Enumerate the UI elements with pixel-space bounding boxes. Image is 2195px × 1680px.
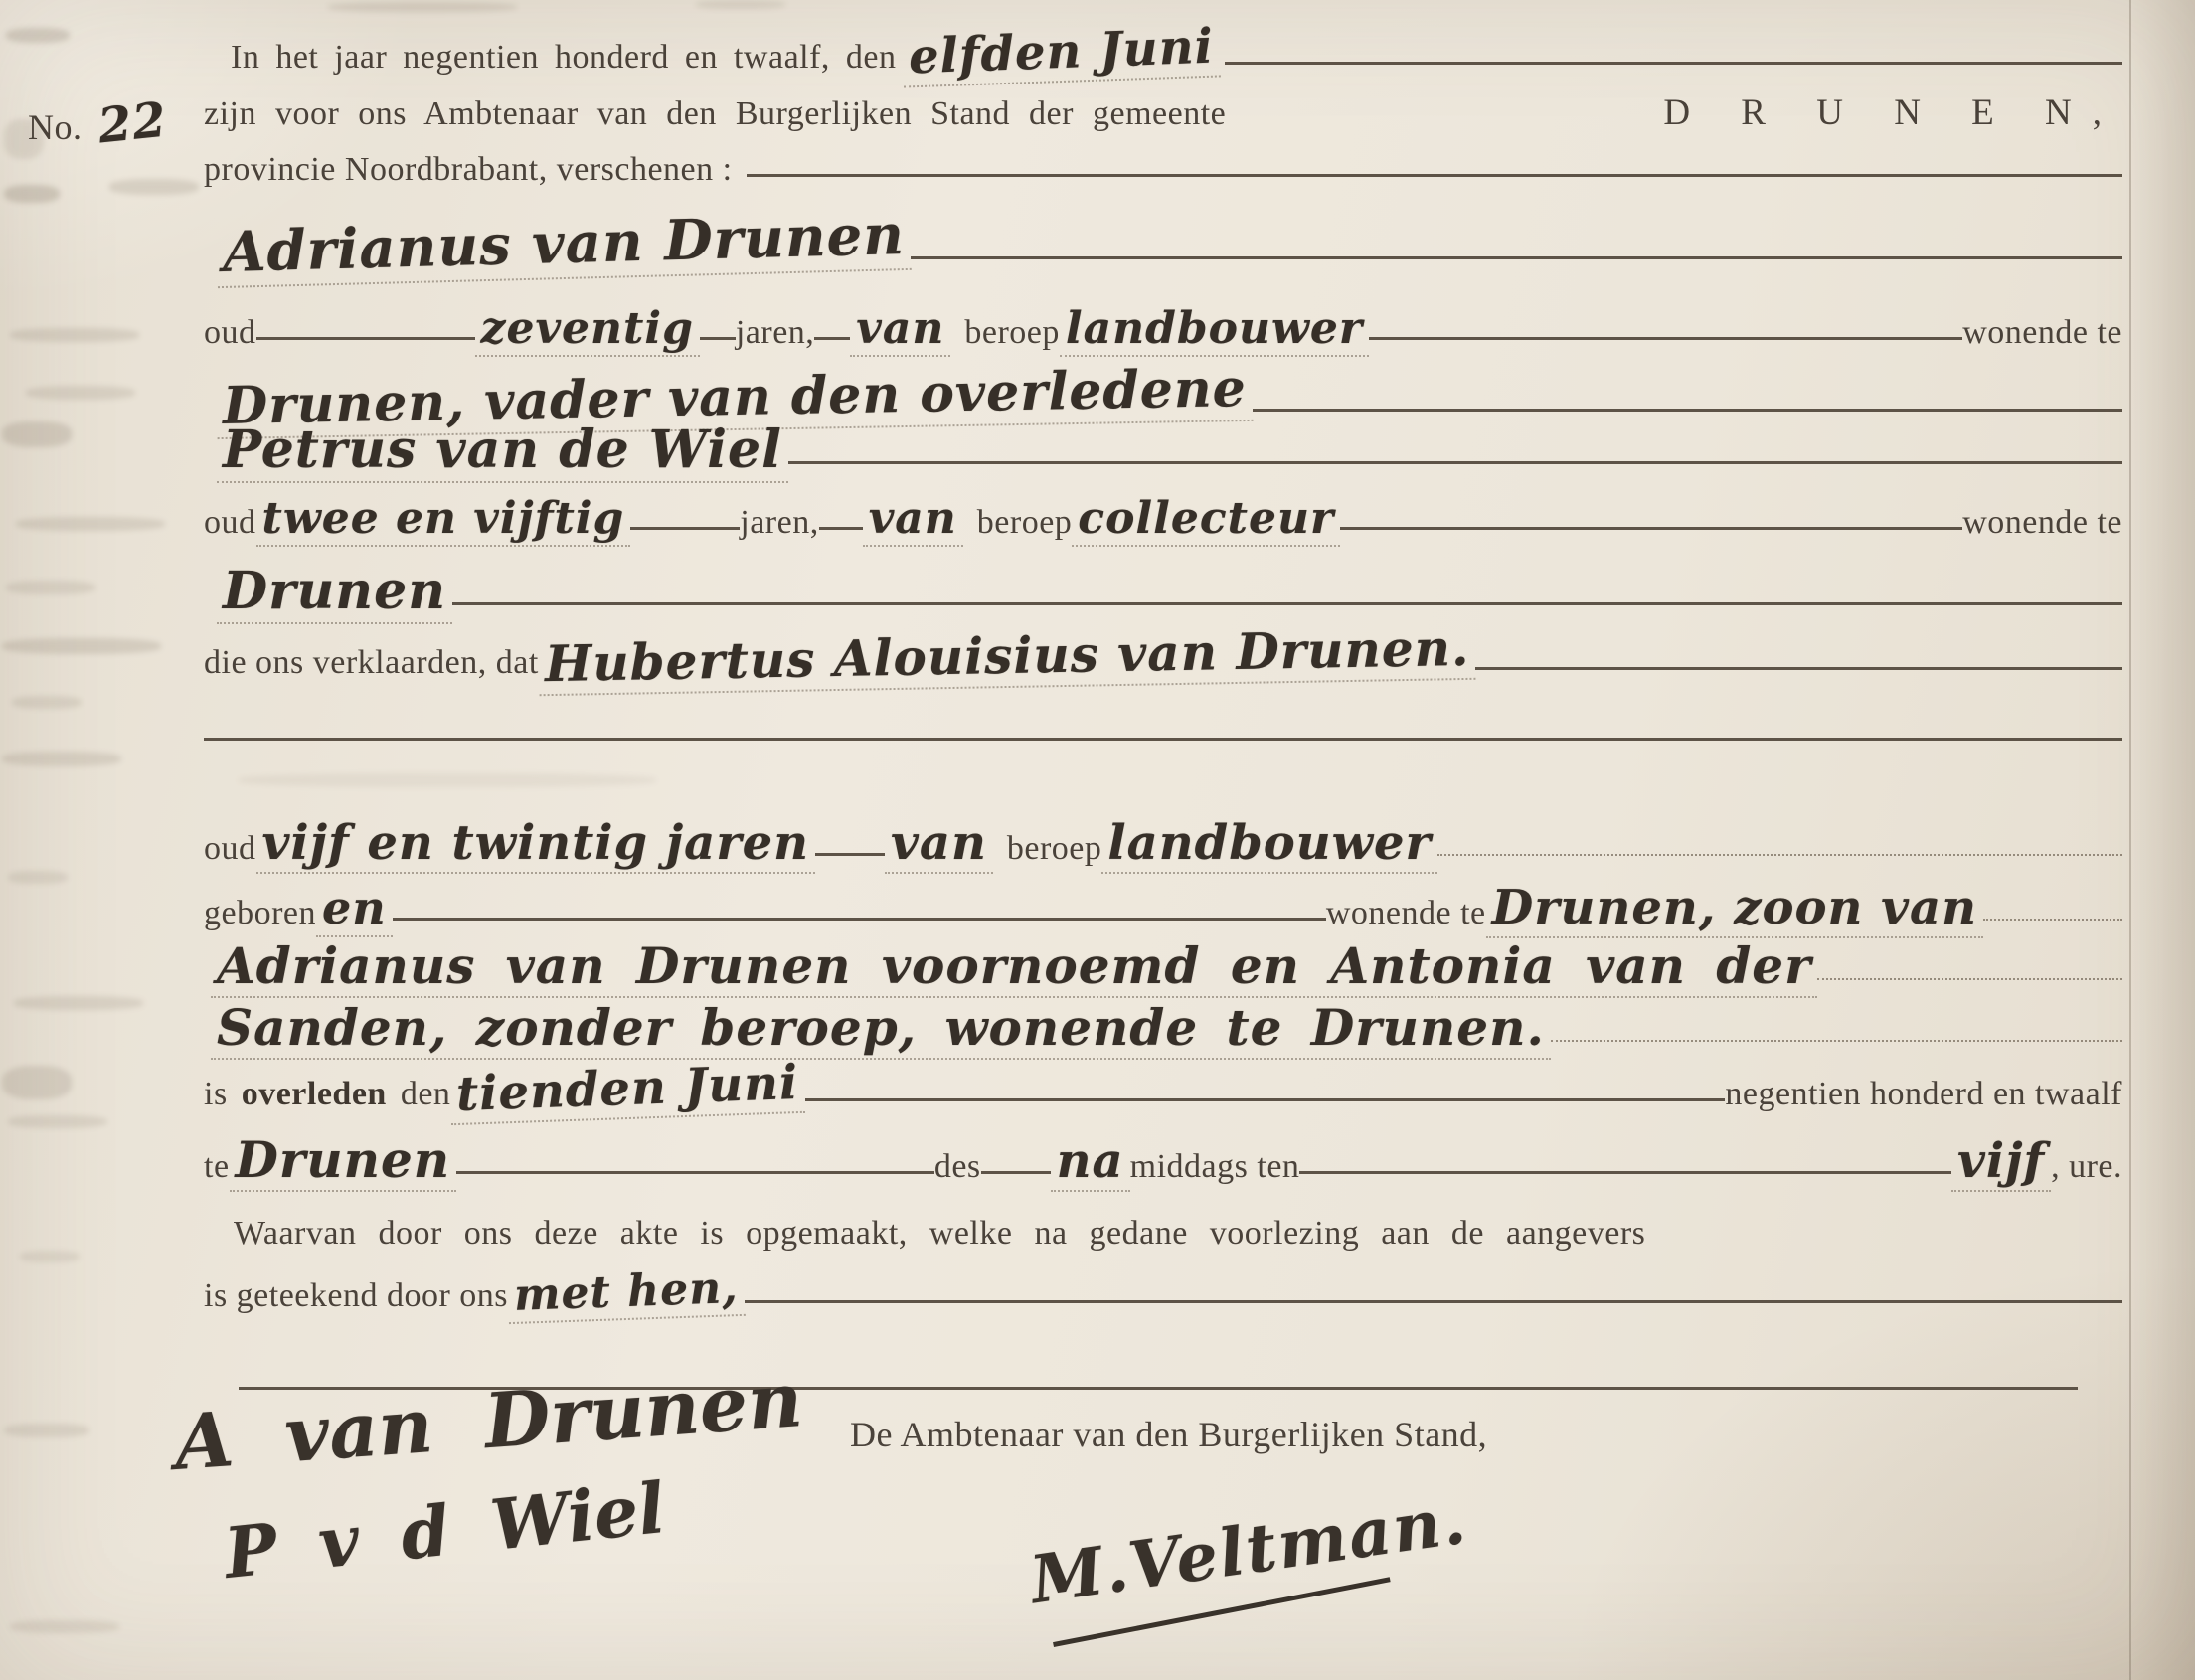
- bleed-through-mark: [4, 1424, 89, 1437]
- written-met-hen: met hen,: [507, 1262, 745, 1324]
- official-title: [850, 1414, 1487, 1455]
- dotted-guide: [1983, 919, 2122, 921]
- bleed-through-mark: [4, 185, 60, 203]
- bleed-through-mark: [10, 1620, 119, 1633]
- bleed-through-mark: [6, 581, 95, 594]
- written-van: van: [863, 493, 963, 547]
- printed-text: beroep: [976, 504, 1073, 541]
- bleed-through-mark: [109, 179, 199, 195]
- bleed-through-mark: [20, 1251, 80, 1262]
- blank-rule: [1369, 337, 1962, 340]
- printed-text: wonende te: [1962, 314, 2122, 351]
- form-line-declarant1-details: [204, 303, 2122, 357]
- printed-text: oud: [204, 504, 256, 541]
- form-line-closing-1: [234, 1215, 2122, 1253]
- written-declarant2-name: Petrus van de Wiel: [217, 420, 788, 483]
- blank-rule: [819, 527, 863, 530]
- written-residence: Drunen: [217, 561, 452, 624]
- signature-declarant2: P v d Wiel: [220, 1465, 669, 1596]
- form-line-declarant1-name: [217, 202, 2122, 285]
- printed-overleden: overleden: [241, 1076, 387, 1112]
- bleed-through-mark: [239, 773, 656, 787]
- printed-text: jaren,: [740, 504, 819, 541]
- bleed-through-mark: [16, 517, 165, 531]
- bleed-through-mark: [8, 871, 68, 884]
- written-date: elfden Juni: [902, 18, 1221, 87]
- form-line-date: [231, 18, 2122, 85]
- blank-rule: [456, 1171, 934, 1174]
- printed-text: zijn voor ons Ambtenaar van den Burgerlijken Stand der gemeente: [204, 95, 1227, 132]
- printed-text: wonende te: [1325, 895, 1486, 931]
- dotted-guide: [1817, 978, 2122, 980]
- form-line-deceased-details: [204, 815, 2122, 874]
- printed-text: geboren: [204, 895, 317, 931]
- printed-text: wonende te: [1962, 504, 2122, 541]
- printed-text: , ure.: [2051, 1148, 2122, 1185]
- bleed-through-mark: [2, 638, 161, 654]
- printed-text: is geteekend door ons: [204, 1277, 509, 1314]
- blank-rule: [1340, 527, 1962, 530]
- written-age: zeventig: [475, 303, 700, 357]
- blank-rule: [747, 174, 2122, 177]
- written-daypart: na: [1051, 1133, 1130, 1192]
- bleed-through-mark: [696, 0, 785, 9]
- bleed-through-mark: [14, 996, 143, 1010]
- printed-text: In het jaar negentien honderd en twaalf, den: [231, 39, 897, 76]
- written-parents: Adrianus van Drunen voornoemd en Antonia van der: [211, 936, 1817, 998]
- blank-rule: [805, 1098, 1726, 1101]
- printed-text: negentien honderd en twaalf: [1725, 1076, 2122, 1112]
- blank-rule: [911, 256, 2122, 259]
- form-line-death-place-time: [204, 1130, 2122, 1192]
- blank-rule: [630, 527, 740, 530]
- written-residence: Drunen, zoon van: [1486, 880, 1983, 938]
- form-line-declarant2-residence: [217, 561, 2122, 624]
- printed-text: te: [204, 1148, 230, 1185]
- printed-text: beroep: [1006, 830, 1102, 867]
- form-line-born-residence: [204, 880, 2122, 938]
- dotted-guide: [1437, 854, 2122, 856]
- form-line-declarant2-details: [204, 493, 2122, 547]
- printed-official-title: De Ambtenaar van den Burgerlijken Stand,: [850, 1415, 1488, 1454]
- written-occupation: collecteur: [1072, 493, 1340, 547]
- blank-rule: [1225, 62, 2122, 65]
- blank-rule: [745, 1300, 2122, 1303]
- printed-text: beroep: [964, 314, 1060, 351]
- bleed-through-mark: [2, 421, 72, 447]
- dotted-guide: [1551, 1040, 2122, 1042]
- written-parents: Sanden, zonder beroep, wonende te Drunen.: [211, 998, 1551, 1060]
- written-deceased-name: Hubertus Alouisius van Drunen.: [538, 618, 1475, 696]
- printed-text: is: [204, 1076, 228, 1112]
- printed-text: middags ten: [1129, 1148, 1300, 1185]
- blank-rule: [1299, 1171, 1951, 1174]
- form-line-declarant2-name: [217, 420, 2122, 483]
- form-line-province: [204, 151, 2122, 189]
- blank-rule: [700, 337, 736, 340]
- blank-rule: [393, 918, 1326, 921]
- bleed-through-mark: [8, 1115, 107, 1128]
- blank-rule: [1253, 409, 2122, 412]
- act-number-value: 22: [94, 91, 169, 155]
- signature-official: M.Veltman.: [1025, 1480, 1472, 1619]
- municipality-name: D R U N E N,: [1663, 92, 2122, 133]
- written-hour: vijf: [1951, 1133, 2051, 1192]
- form-line-municipality: [204, 91, 2122, 134]
- written-declarant1-name: Adrianus van Drunen: [216, 202, 912, 288]
- printed-text: oud: [204, 830, 256, 867]
- written-age: twee en vijftig: [256, 493, 631, 547]
- written-residence: Drunen, vader van den overledene: [217, 358, 1254, 439]
- printed-text: jaren,: [735, 314, 815, 351]
- blank-rule: [1475, 667, 2122, 670]
- blank-rule: [815, 853, 885, 856]
- printed-text: die ons verklaarden, dat: [204, 644, 539, 681]
- page-edge-shadow: [2131, 0, 2195, 1680]
- printed-text: des: [933, 1148, 981, 1185]
- blank-rule: [204, 738, 2122, 741]
- bleed-through-mark: [328, 2, 517, 12]
- form-line-parents-2: [211, 998, 2122, 1060]
- printed-text: provincie Noordbrabant, verschenen :: [204, 151, 733, 188]
- blank-rule: [256, 337, 475, 340]
- written-van: van: [850, 303, 950, 357]
- act-number-label: No.: [28, 107, 83, 147]
- blank-rule: [981, 1171, 1051, 1174]
- written-occupation: landbouwer: [1060, 303, 1369, 357]
- written-age: vijf en twintig jaren: [256, 815, 816, 874]
- form-line-parents-1: [211, 936, 2122, 998]
- bleed-through-mark: [12, 696, 82, 709]
- written-occupation: landbouwer: [1101, 815, 1436, 874]
- written-place: Drunen: [230, 1130, 457, 1192]
- bleed-through-mark: [2, 752, 121, 766]
- written-en: en: [316, 881, 393, 937]
- bleed-through-mark: [2, 1066, 72, 1099]
- blank-rule: [814, 337, 850, 340]
- form-line-deceased-name: [204, 617, 2122, 694]
- act-number: [28, 91, 172, 155]
- written-van: van: [885, 815, 993, 874]
- bleed-through-mark: [26, 386, 135, 400]
- printed-text: oud: [204, 314, 256, 351]
- written-death-date: tienden Juni: [450, 1055, 806, 1125]
- signature-declarant1: A van Drunen: [171, 1355, 805, 1487]
- blank-rule: [452, 602, 2122, 605]
- blank-rule: [788, 461, 2122, 464]
- printed-text: Waarvan door ons deze akte is opgemaakt, welke na gedane voorlezing aan de aangevers: [234, 1215, 1646, 1252]
- bleed-through-mark: [6, 28, 70, 43]
- bleed-through-mark: [10, 328, 139, 342]
- form-line-closing-2: [204, 1262, 2122, 1321]
- form-line-death-date: [204, 1055, 2122, 1122]
- printed-text: den: [400, 1076, 451, 1112]
